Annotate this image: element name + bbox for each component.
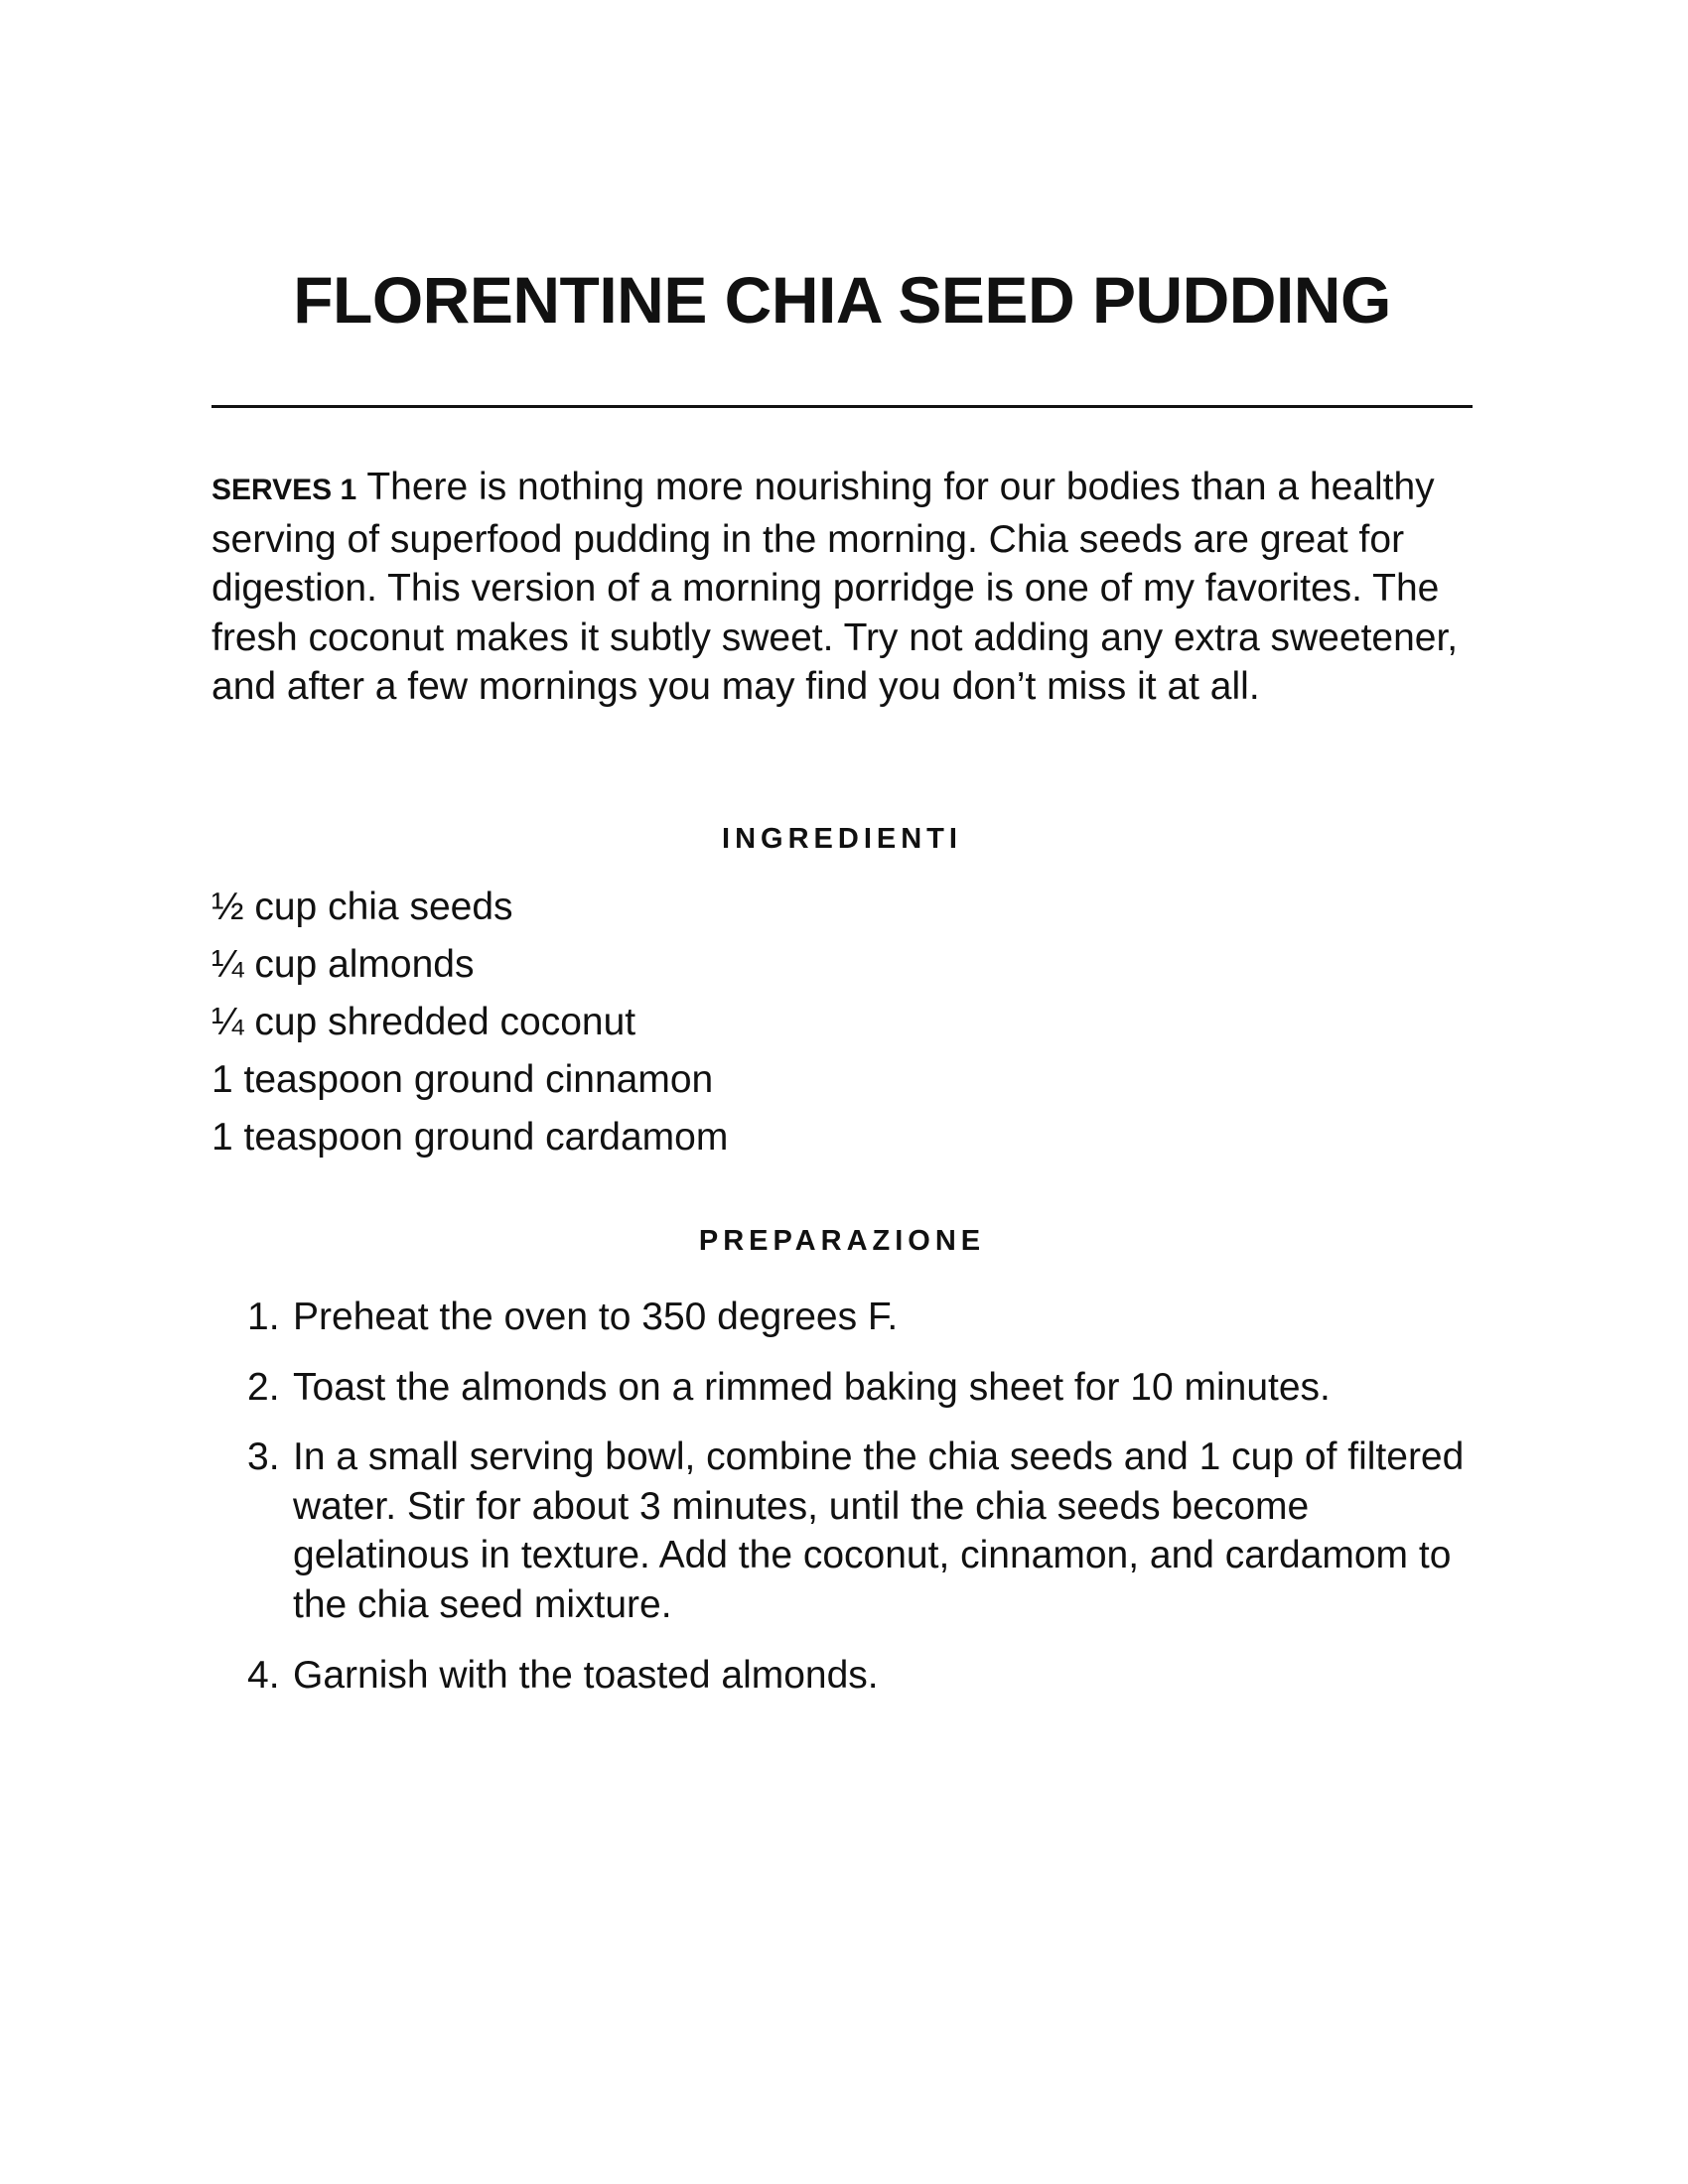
step-item [211, 1433, 1477, 1629]
step-item [211, 1363, 1477, 1413]
serves-label: SERVES 1 [211, 474, 357, 506]
ingredients-heading: INGREDIENTI [722, 823, 962, 855]
ingredient-item: ¼ cup almonds [211, 943, 475, 986]
step-number: 3. [247, 1435, 280, 1479]
title-divider [211, 405, 1473, 408]
step-text: In a small serving bowl, combine the chia seeds and 1 cup of filtered water. Stir for about 3 minutes, until the chia seeds become gelatinous in texture. Add the coconut, cinnamon, and cardamom to the chia seed mixture. [293, 1435, 1465, 1626]
ingredient-item: 1 teaspoon ground cardamom [211, 1116, 729, 1159]
step-number: 2. [247, 1365, 280, 1409]
ingredients-list [211, 879, 1473, 1166]
recipe-intro [211, 463, 1477, 712]
step-number: 1. [247, 1296, 280, 1338]
intro-text: There is nothing more nourishing for our bodies than a healthy serving of superfood pudding in the morning. Chia seeds are great for digestion. This version of a morning porridge is one of my favorites. The fresh coconut makes it subtly sweet. Try not adding any extra sweetener, and after a few mornings you may find you don’t miss it at all. [211, 466, 1459, 709]
step-number: 4. [247, 1653, 280, 1697]
step-text: Toast the almonds on a rimmed baking sheet for 10 minutes. [293, 1365, 1331, 1409]
step-text: Garnish with the toasted almonds. [293, 1653, 879, 1697]
ingredient-item: 1 teaspoon ground cinnamon [211, 1058, 714, 1101]
preparation-steps [211, 1293, 1477, 1720]
ingredient-item: ¼ cup shredded coconut [211, 1001, 636, 1043]
ingredient-item: ½ cup chia seeds [211, 886, 513, 928]
step-item [211, 1651, 1477, 1701]
recipe-title: FLORENTINE CHIA SEED PUDDING [293, 263, 1391, 337]
step-item [211, 1293, 1477, 1342]
step-text: Preheat the oven to 350 degrees F. [293, 1296, 899, 1338]
preparation-heading: PREPARAZIONE [698, 1225, 986, 1257]
